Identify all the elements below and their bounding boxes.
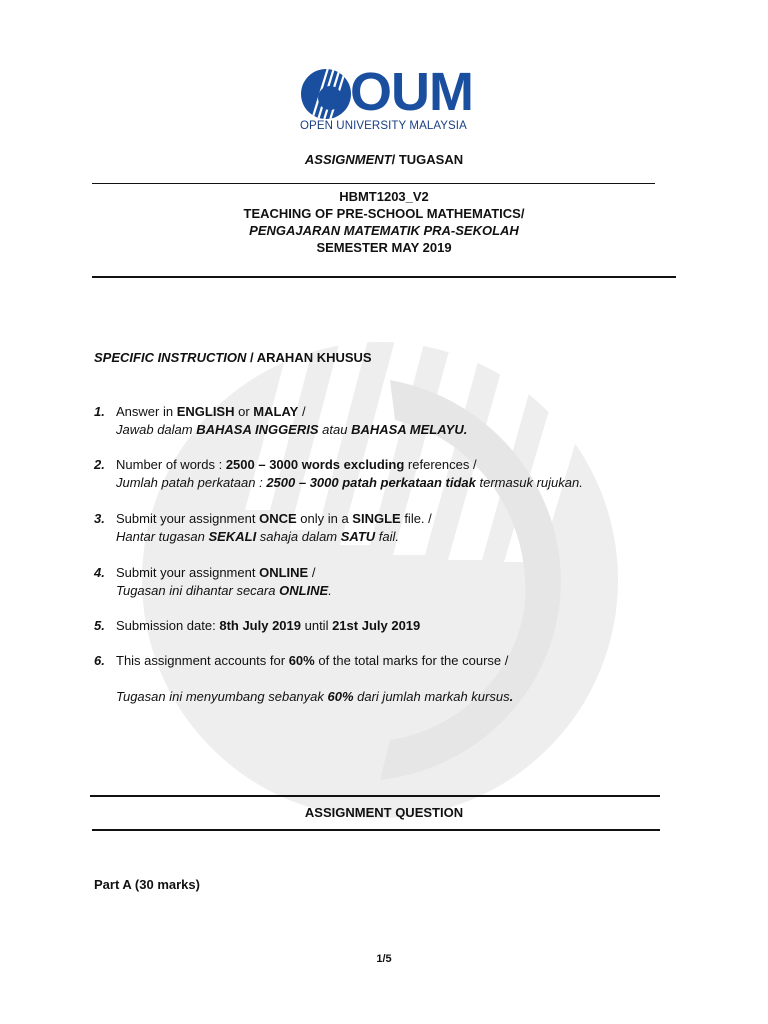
assignment-title-ms: TUGASAN [398, 152, 464, 167]
text-run: MALAY [253, 404, 299, 419]
text-run: 2500 – 3000 words excluding [225, 457, 405, 472]
text-run: This assignment accounts for [116, 653, 289, 668]
text-run: 60% [327, 689, 354, 704]
text-run: . [328, 583, 332, 598]
text-run: Jawab dalam [116, 422, 197, 437]
instructions-heading [94, 349, 372, 367]
assignment-title [0, 151, 768, 169]
course-header [0, 188, 768, 256]
instructions-heading-sep: / [246, 350, 257, 365]
text-run: SINGLE [352, 511, 401, 526]
instruction-line-ms [116, 688, 513, 706]
text-run: Tugasan ini dihantar secara [116, 583, 280, 598]
instruction-line-en [116, 456, 477, 474]
text-run: termasuk rujukan. [475, 475, 583, 490]
text-run: BAHASA MELAYU. [351, 422, 468, 437]
text-run: Submit your assignment [116, 565, 260, 580]
oum-wordmark: OUM [350, 62, 473, 122]
text-run: ONCE [259, 511, 297, 526]
text-run: fail. [375, 529, 400, 544]
text-run: Jumlah patah perkataan : [116, 475, 267, 490]
instruction-line-ms [116, 528, 399, 546]
text-run: file. / [400, 511, 432, 526]
text-run: ONLINE [279, 583, 329, 598]
instruction-number: 1. [94, 404, 105, 419]
instruction-number: 4. [94, 565, 105, 580]
divider-question-top [90, 795, 660, 797]
instruction-line-ms [116, 474, 583, 492]
assignment-title-en: ASSIGNMENT [304, 152, 392, 167]
instructions-heading-ms: ARAHAN KHUSUS [256, 350, 372, 365]
text-run: SATU [340, 529, 376, 544]
text-run: ENGLISH [176, 404, 235, 419]
text-run: Number of words : [116, 457, 226, 472]
text-run: of the total marks for the course / [314, 653, 509, 668]
university-name: OPEN UNIVERSITY MALAYSIA [300, 120, 467, 132]
text-run: SEKALI [208, 529, 257, 544]
assignment-question-heading: ASSIGNMENT QUESTION [304, 805, 464, 820]
text-run: BAHASA INGGERIS [196, 422, 319, 437]
part-a-heading: Part A (30 marks) [94, 877, 200, 892]
text-run: 2500 – 3000 patah perkataan tidak [266, 475, 476, 490]
text-run: Answer in [116, 404, 177, 419]
text-run: Submit your assignment [116, 511, 260, 526]
instruction-line-en [116, 510, 432, 528]
text-run: sahaja dalam [256, 529, 341, 544]
text-run: or [234, 404, 254, 419]
instruction-line-en [116, 617, 420, 635]
text-run: dari jumlah markah kursus [353, 689, 510, 704]
instruction-number: 6. [94, 653, 105, 668]
text-run: . [509, 689, 514, 704]
course-title-en: TEACHING OF PRE-SCHOOL MATHEMATICS/ [243, 206, 525, 221]
text-run: 60% [288, 653, 315, 668]
divider-question-bottom [92, 829, 660, 831]
text-run: / [298, 404, 306, 419]
text-run: Hantar tugasan [116, 529, 209, 544]
text-run: Submission date: [116, 618, 220, 633]
text-run: ONLINE [259, 565, 309, 580]
page-number: 1/5 [376, 953, 392, 965]
text-run: / [308, 565, 316, 580]
text-run: references / [404, 457, 477, 472]
course-title-ms: PENGAJARAN MATEMATIK PRA-SEKOLAH [249, 223, 519, 238]
instruction-line-ms [116, 421, 467, 439]
text-run: until [301, 618, 333, 633]
instruction-number: 2. [94, 457, 105, 472]
instruction-number: 5. [94, 618, 105, 633]
instruction-line-en [116, 403, 306, 421]
text-run: only in a [296, 511, 353, 526]
divider-top [92, 183, 655, 184]
semester: SEMESTER MAY 2019 [316, 240, 452, 255]
instruction-line-en [116, 652, 508, 670]
text-run: 21st July 2019 [332, 618, 421, 633]
text-run: 8th July 2019 [219, 618, 301, 633]
course-code: HBMT1203_V2 [339, 189, 429, 204]
oum-logo [300, 62, 475, 138]
assignment-title-sep: / [391, 152, 399, 167]
instructions-heading-en: SPECIFIC INSTRUCTION [94, 350, 247, 365]
text-run: Tugasan ini menyumbang sebanyak [116, 689, 328, 704]
instruction-number: 3. [94, 511, 105, 526]
text-run: atau [318, 422, 352, 437]
instruction-line-ms [116, 582, 332, 600]
instruction-line-en [116, 564, 315, 582]
oum-globe-icon [300, 68, 352, 120]
divider-header-bottom [92, 276, 676, 278]
